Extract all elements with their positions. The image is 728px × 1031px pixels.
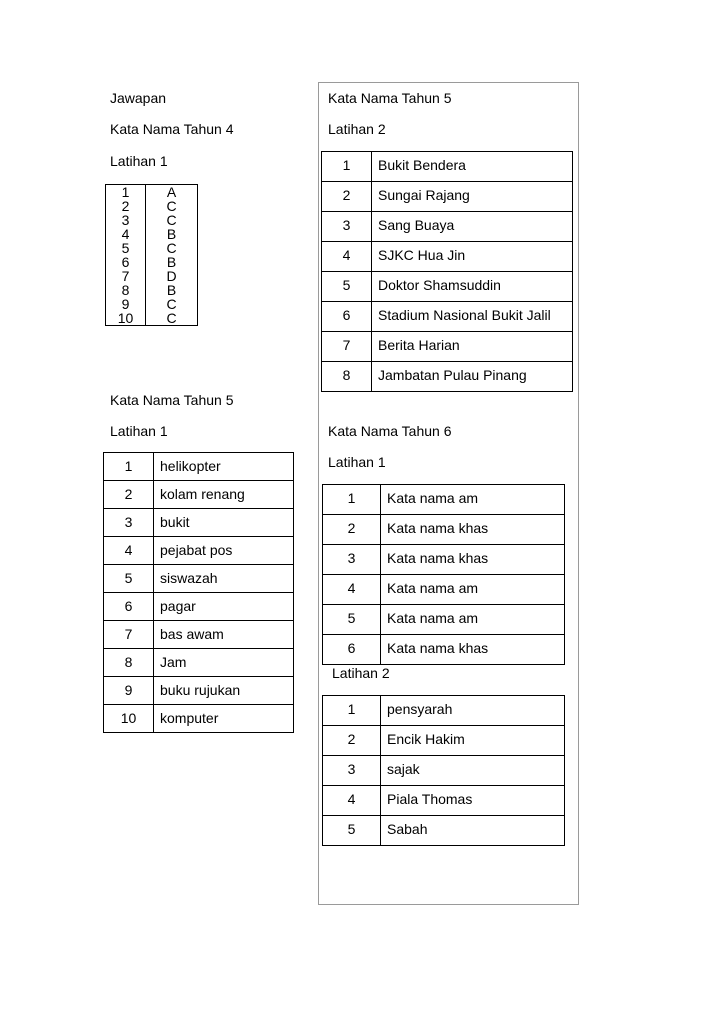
row-number: 9 bbox=[104, 677, 154, 705]
row-number: 8 bbox=[106, 283, 146, 297]
row-number: 7 bbox=[104, 621, 154, 649]
row-number: 3 bbox=[104, 509, 154, 537]
table-row bbox=[323, 696, 565, 726]
row-answer: kolam renang bbox=[154, 481, 294, 509]
row-number: 8 bbox=[322, 362, 372, 392]
row-number: 6 bbox=[106, 255, 146, 269]
row-answer: Jambatan Pulau Pinang bbox=[372, 362, 573, 392]
row-answer: Kata nama am bbox=[381, 485, 565, 515]
row-answer: helikopter bbox=[154, 453, 294, 481]
table-row bbox=[322, 212, 573, 242]
row-answer: SJKC Hua Jin bbox=[372, 242, 573, 272]
table-row bbox=[104, 705, 294, 733]
row-answer: C bbox=[146, 241, 198, 255]
row-answer: bas awam bbox=[154, 621, 294, 649]
row-answer: Kata nama khas bbox=[381, 515, 565, 545]
row-number: 1 bbox=[323, 696, 381, 726]
row-answer: B bbox=[146, 255, 198, 269]
row-number: 6 bbox=[104, 593, 154, 621]
row-answer: C bbox=[146, 199, 198, 213]
table-row bbox=[104, 593, 294, 621]
table-row bbox=[104, 481, 294, 509]
row-number: 4 bbox=[323, 575, 381, 605]
row-number: 6 bbox=[322, 302, 372, 332]
table-row bbox=[322, 242, 573, 272]
answer-table-t4 bbox=[105, 184, 198, 326]
row-answer: Kata nama am bbox=[381, 575, 565, 605]
table-row bbox=[104, 565, 294, 593]
row-answer: Kata nama am bbox=[381, 605, 565, 635]
table-row bbox=[323, 786, 565, 816]
row-number: 4 bbox=[106, 227, 146, 241]
row-answer: siswazah bbox=[154, 565, 294, 593]
table-row bbox=[106, 283, 198, 297]
row-number: 9 bbox=[106, 297, 146, 311]
row-number: 5 bbox=[323, 816, 381, 846]
table-row bbox=[106, 227, 198, 241]
table-row bbox=[106, 255, 198, 269]
row-answer: C bbox=[146, 311, 198, 326]
row-answer: B bbox=[146, 283, 198, 297]
row-number: 5 bbox=[104, 565, 154, 593]
row-answer: Kata nama khas bbox=[381, 635, 565, 665]
row-number: 7 bbox=[106, 269, 146, 283]
table-row bbox=[323, 485, 565, 515]
table-row bbox=[322, 362, 573, 392]
row-number: 1 bbox=[104, 453, 154, 481]
section-title-tahun5: Kata Nama Tahun 5 bbox=[110, 392, 234, 408]
table-row bbox=[106, 311, 198, 326]
table-row bbox=[106, 297, 198, 311]
row-answer: Sungai Rajang bbox=[372, 182, 573, 212]
row-answer: Bukit Bendera bbox=[372, 152, 573, 182]
table-row bbox=[106, 269, 198, 283]
row-answer: pagar bbox=[154, 593, 294, 621]
row-number: 6 bbox=[323, 635, 381, 665]
answer-table-t5-latihan1 bbox=[103, 452, 294, 733]
row-answer: sajak bbox=[381, 756, 565, 786]
row-answer: bukit bbox=[154, 509, 294, 537]
exercise-title-t6-latihan2: Latihan 2 bbox=[332, 665, 390, 681]
row-number: 1 bbox=[106, 185, 146, 200]
row-number: 3 bbox=[323, 756, 381, 786]
row-answer: komputer bbox=[154, 705, 294, 733]
row-answer: buku rujukan bbox=[154, 677, 294, 705]
table-row bbox=[323, 545, 565, 575]
row-answer: Jam bbox=[154, 649, 294, 677]
exercise-title-t4-latihan1: Latihan 1 bbox=[110, 153, 168, 169]
table-row bbox=[104, 621, 294, 649]
row-number: 7 bbox=[322, 332, 372, 362]
row-number: 2 bbox=[104, 481, 154, 509]
row-number: 2 bbox=[106, 199, 146, 213]
table-row bbox=[322, 332, 573, 362]
row-number: 8 bbox=[104, 649, 154, 677]
row-answer: Piala Thomas bbox=[381, 786, 565, 816]
table-row bbox=[104, 509, 294, 537]
row-answer: Berita Harian bbox=[372, 332, 573, 362]
exercise-title-t5-latihan1: Latihan 1 bbox=[110, 423, 168, 439]
table-row bbox=[323, 575, 565, 605]
row-number: 2 bbox=[323, 726, 381, 756]
row-number: 4 bbox=[322, 242, 372, 272]
row-answer: Doktor Shamsuddin bbox=[372, 272, 573, 302]
table-row bbox=[106, 199, 198, 213]
row-answer: pensyarah bbox=[381, 696, 565, 726]
row-number: 2 bbox=[322, 182, 372, 212]
section-title-tahun4: Kata Nama Tahun 4 bbox=[110, 121, 234, 137]
row-number: 10 bbox=[106, 311, 146, 326]
row-number: 5 bbox=[106, 241, 146, 255]
table-row bbox=[106, 213, 198, 227]
exercise-title-t6-latihan1: Latihan 1 bbox=[328, 454, 386, 470]
table-row bbox=[322, 272, 573, 302]
answers-heading: Jawapan bbox=[110, 90, 167, 106]
table-row bbox=[106, 241, 198, 255]
section-title-tahun5-right: Kata Nama Tahun 5 bbox=[328, 90, 452, 106]
row-number: 2 bbox=[323, 515, 381, 545]
row-answer: D bbox=[146, 269, 198, 283]
row-number: 3 bbox=[322, 212, 372, 242]
answer-table-t5-latihan2 bbox=[321, 151, 573, 392]
row-answer: Sang Buaya bbox=[372, 212, 573, 242]
table-row bbox=[104, 649, 294, 677]
table-row bbox=[323, 726, 565, 756]
answer-table-t6-latihan2 bbox=[322, 695, 565, 846]
answer-table-t6-latihan1 bbox=[322, 484, 565, 665]
row-answer: B bbox=[146, 227, 198, 241]
row-number: 4 bbox=[323, 786, 381, 816]
row-answer: Kata nama khas bbox=[381, 545, 565, 575]
table-row bbox=[323, 515, 565, 545]
row-number: 10 bbox=[104, 705, 154, 733]
section-title-tahun6: Kata Nama Tahun 6 bbox=[328, 423, 452, 439]
table-row bbox=[106, 185, 198, 200]
row-number: 1 bbox=[322, 152, 372, 182]
table-row bbox=[104, 677, 294, 705]
row-number: 1 bbox=[323, 485, 381, 515]
table-row bbox=[323, 605, 565, 635]
row-answer: Stadium Nasional Bukit Jalil bbox=[372, 302, 573, 332]
row-number: 3 bbox=[323, 545, 381, 575]
row-answer: Sabah bbox=[381, 816, 565, 846]
table-row bbox=[104, 453, 294, 481]
row-number: 3 bbox=[106, 213, 146, 227]
row-answer: C bbox=[146, 213, 198, 227]
table-row bbox=[322, 152, 573, 182]
table-row bbox=[322, 302, 573, 332]
table-row bbox=[323, 756, 565, 786]
row-number: 5 bbox=[323, 605, 381, 635]
row-answer: A bbox=[146, 185, 198, 200]
row-answer: C bbox=[146, 297, 198, 311]
exercise-title-t5-latihan2: Latihan 2 bbox=[328, 121, 386, 137]
row-number: 5 bbox=[322, 272, 372, 302]
row-answer: Encik Hakim bbox=[381, 726, 565, 756]
row-answer: pejabat pos bbox=[154, 537, 294, 565]
table-row bbox=[322, 182, 573, 212]
table-row bbox=[323, 635, 565, 665]
table-row bbox=[323, 816, 565, 846]
table-row bbox=[104, 537, 294, 565]
row-number: 4 bbox=[104, 537, 154, 565]
